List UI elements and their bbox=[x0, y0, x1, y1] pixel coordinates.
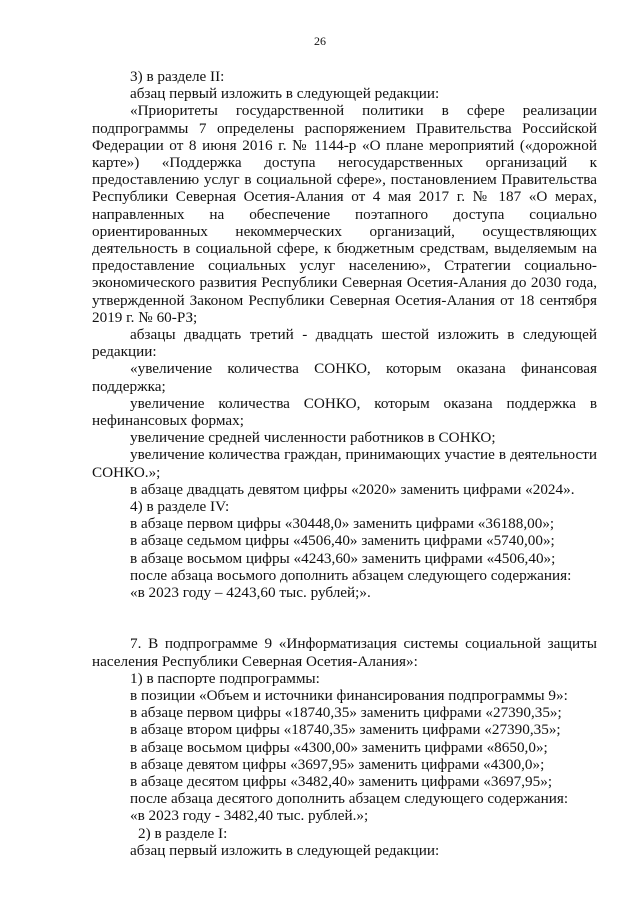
paragraph: 4) в разделе IV: bbox=[130, 498, 230, 516]
paragraph: в абзаце двадцать девятом цифры «2020» заменить цифрами «2024». bbox=[130, 480, 575, 498]
paragraph: после абзаца десятого дополнить абзацем следующего содержания: bbox=[130, 790, 569, 808]
paragraph: в абзаце девятом цифры «3697,95» заменить цифрами «4300,0»; bbox=[130, 755, 545, 773]
paragraph: после абзаца восьмого дополнить абзацем следующего содержания: bbox=[130, 566, 572, 584]
section-gap bbox=[92, 601, 597, 635]
paragraph: увеличение количества СОНКО, которым оказана поддержка в нефинансовых формах; bbox=[92, 394, 597, 430]
page-number: 26 bbox=[314, 34, 326, 48]
paragraph: в абзаце первом цифры «30448,0» заменить цифрами «36188,00»; bbox=[130, 515, 555, 533]
paragraph: 2) в разделе I: bbox=[138, 824, 228, 842]
paragraph: увеличение количества граждан, принимающих участие в деятельности СОНКО.»; bbox=[92, 446, 597, 481]
paragraph: в абзаце восьмом цифры «4243,60» заменить цифрами «4506,40»; bbox=[130, 549, 556, 567]
document-body bbox=[92, 68, 597, 859]
paragraph: увеличение средней численности работников в СОНКО; bbox=[130, 429, 496, 447]
paragraph: абзац первый изложить в следующей редакции: bbox=[130, 841, 440, 859]
paragraph: в абзаце седьмом цифры «4506,40» заменить цифрами «5740,00»; bbox=[130, 532, 555, 550]
paragraph: абзац первый изложить в следующей редакции: bbox=[130, 85, 440, 103]
paragraph: «Приоритеты государственной политики в сфере реализации подпрограммы 7 определены распоряжением Правительства Российской Федерации от 8 июня 2016 г. № 1144-р «О плане мероприятий («дорожной карте») «Поддержка доступа негосударственных организаций к предоставлению услуг в социальной сфере», постановлением Правительства Республики Северная Осетия-Алания от 4 мая 2017 г. № 187 «О мерах, направленных на обеспечение поэтапного доступа социально ориентированных некоммерческих организаций, осуществляющих деятельность в социальной сфере, к бюджетным средствам, выделяемым на предоставление социальных услуг населению», Стратегии социально-экономического развития Республики Северная Осетия-Алания до 2030 года, утвержденной Законом Республики Северная Осетия-Алания от 18 сентября 2019 г. № 60-РЗ; bbox=[92, 102, 597, 326]
paragraph: в абзаце восьмом цифры «4300,00» заменить цифрами «8650,0»; bbox=[130, 738, 548, 756]
paragraph: в абзаце первом цифры «18740,35» заменить цифрами «27390,35»; bbox=[130, 704, 562, 722]
paragraph: абзацы двадцать третий - двадцать шестой изложить в следующей редакции: bbox=[92, 326, 597, 361]
paragraph: 3) в разделе II: bbox=[130, 68, 225, 85]
paragraph: «увеличение количества СОНКО, которым оказана финансовая поддержка; bbox=[92, 360, 597, 395]
paragraph: «в 2023 году – 4243,60 тыс. рублей;». bbox=[130, 584, 371, 602]
paragraph: в абзаце десятом цифры «3482,40» заменить цифрами «3697,95»; bbox=[130, 772, 553, 790]
paragraph: 1) в паспорте подпрограммы: bbox=[130, 669, 320, 687]
paragraph: в позиции «Объем и источники финансирования подпрограммы 9»: bbox=[130, 686, 568, 704]
paragraph: 7. В подпрограмме 9 «Информатизация системы социальной защиты населения Республики Северная Осетия-Алания»: bbox=[92, 635, 597, 670]
paragraph: в абзаце втором цифры «18740,35» заменить цифрами «27390,35»; bbox=[130, 721, 561, 739]
paragraph: «в 2023 году - 3482,40 тыс. рублей.»; bbox=[130, 807, 369, 825]
